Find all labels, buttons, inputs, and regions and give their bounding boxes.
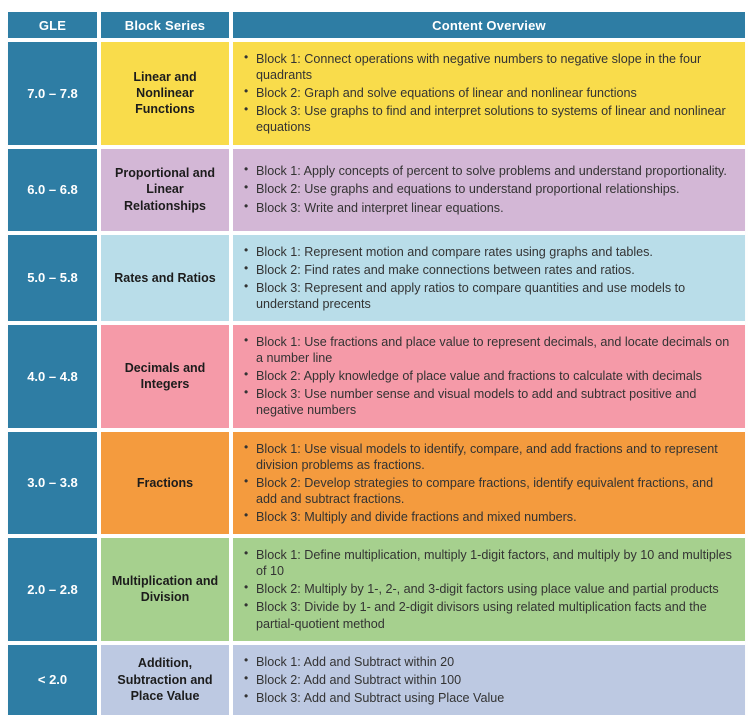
bullet-item: • Block 3: Represent and apply ratios to compare quantities and use models to understand precents <box>239 280 737 312</box>
gle-cell: 7.0 – 7.8 <box>8 42 97 145</box>
bullet-item: • Block 3: Divide by 1- and 2-digit divisors using related multiplication facts and the partial-quotient method <box>239 599 737 631</box>
bullet-item: • Block 1: Use fractions and place value to represent decimals, and locate decimals on a number line <box>239 334 737 366</box>
content-overview-cell <box>233 325 745 428</box>
block-series-cell: Fractions <box>101 432 229 535</box>
content-bullet-list <box>239 332 737 421</box>
table-row <box>8 325 745 428</box>
gle-cell: 4.0 – 4.8 <box>8 325 97 428</box>
block-series-cell: Proportional and Linear Relationships <box>101 149 229 231</box>
content-bullet-list <box>239 545 737 634</box>
content-overview-cell <box>233 432 745 535</box>
content-overview-cell <box>233 149 745 231</box>
table-row <box>8 235 745 321</box>
bullet-item: • Block 3: Use graphs to find and interpret solutions to systems of linear and nonlinear equations <box>239 103 737 135</box>
bullet-item: • Block 2: Add and Subtract within 100 <box>239 672 504 688</box>
bullet-item: • Block 1: Apply concepts of percent to solve problems and understand proportionality. <box>239 163 727 179</box>
curriculum-table <box>8 12 745 716</box>
gle-cell: 2.0 – 2.8 <box>8 538 97 641</box>
bullet-item: • Block 3: Use number sense and visual models to add and subtract positive and negative numbers <box>239 386 737 418</box>
table-row <box>8 149 745 231</box>
bullet-item: • Block 2: Graph and solve equations of linear and nonlinear functions <box>239 85 737 101</box>
content-overview-cell <box>233 235 745 321</box>
bullet-item: • Block 3: Add and Subtract using Place Value <box>239 690 504 706</box>
table-row <box>8 645 745 715</box>
gle-cell: 5.0 – 5.8 <box>8 235 97 321</box>
bullet-item: • Block 2: Develop strategies to compare fractions, identify equivalent fractions, and add and subtract fractions. <box>239 475 737 507</box>
table-row <box>8 538 745 641</box>
content-overview-cell <box>233 42 745 145</box>
bullet-item: • Block 3: Write and interpret linear equations. <box>239 200 727 216</box>
header-gle: GLE <box>8 12 97 38</box>
content-bullet-list <box>239 49 737 138</box>
block-series-cell: Multiplication and Division <box>101 538 229 641</box>
bullet-item: • Block 3: Multiply and divide fractions and mixed numbers. <box>239 509 737 525</box>
bullet-item: • Block 2: Use graphs and equations to understand proportional relationships. <box>239 181 727 197</box>
table-row <box>8 432 745 535</box>
content-bullet-list <box>239 439 737 528</box>
block-series-cell: Decimals and Integers <box>101 325 229 428</box>
content-overview-cell <box>233 538 745 641</box>
gle-cell: < 2.0 <box>8 645 97 715</box>
block-series-cell: Addition, Subtraction and Place Value <box>101 645 229 715</box>
bullet-item: • Block 1: Use visual models to identify, compare, and add fractions and to represent division problems as fractions. <box>239 441 737 473</box>
table-row <box>8 42 745 145</box>
gle-cell: 6.0 – 6.8 <box>8 149 97 231</box>
content-bullet-list <box>239 652 504 708</box>
bullet-item: • Block 2: Apply knowledge of place value and fractions to calculate with decimals <box>239 368 737 384</box>
block-series-cell: Rates and Ratios <box>101 235 229 321</box>
content-overview-cell <box>233 645 745 715</box>
content-bullet-list <box>239 161 727 217</box>
bullet-item: • Block 2: Multiply by 1-, 2-, and 3-digit factors using place value and partial products <box>239 581 737 597</box>
header-block-series: Block Series <box>101 12 229 38</box>
bullet-item: • Block 1: Represent motion and compare rates using graphs and tables. <box>239 244 737 260</box>
content-bullet-list <box>239 242 737 314</box>
gle-cell: 3.0 – 3.8 <box>8 432 97 535</box>
header-content-overview: Content Overview <box>233 12 745 38</box>
bullet-item: • Block 2: Find rates and make connections between rates and ratios. <box>239 262 737 278</box>
block-series-cell: Linear and Nonlinear Functions <box>101 42 229 145</box>
bullet-item: • Block 1: Add and Subtract within 20 <box>239 654 504 670</box>
bullet-item: • Block 1: Connect operations with negative numbers to negative slope in the four quadrants <box>239 51 737 83</box>
table-header-row <box>8 12 745 38</box>
bullet-item: • Block 1: Define multiplication, multiply 1-digit factors, and multiply by 10 and multiples of 10 <box>239 547 737 579</box>
